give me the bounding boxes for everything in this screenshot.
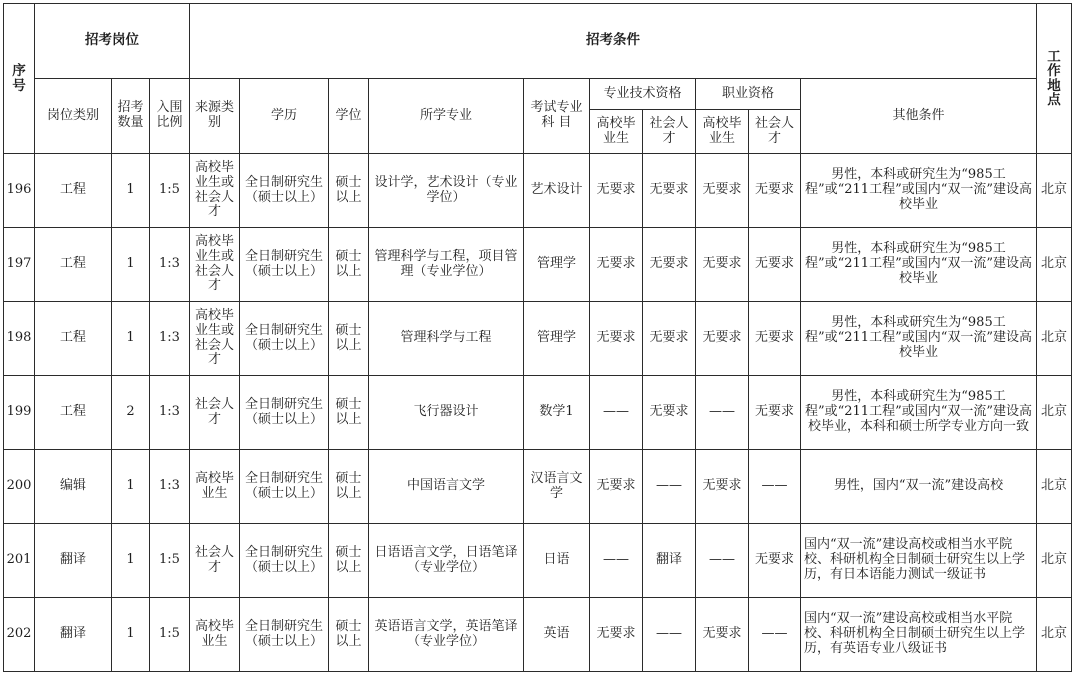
row-tech-social: 无要求 [643,228,696,302]
header-exam-subject: 考试专业科 目 [524,79,590,154]
header-tech-social: 社会人才 [643,110,696,154]
row-exam: 艺术设计 [524,154,590,228]
row-job-social: 无要求 [749,376,801,450]
row-other: 男性，国内“双一流”建设高校 [801,450,1037,524]
row-tech-social: —— [643,450,696,524]
row-count: 1 [112,524,150,598]
row-exam: 日语 [524,524,590,598]
row-degree: 硕士以上 [329,524,369,598]
row-other: 男性，本科或研究生为“985工程”或“211工程”或国内“双一流”建设高校毕业 [801,302,1037,376]
row-job-grad: 无要求 [696,598,749,672]
row-id: 198 [4,302,35,376]
row-count: 1 [112,154,150,228]
recruitment-table [3,3,1072,672]
row-source: 社会人才 [190,524,240,598]
row-major: 中国语言文学 [369,450,524,524]
row-major: 日语语言文学，日语笔译（专业学位） [369,524,524,598]
row-category: 工程 [35,228,112,302]
row-ratio: 1:3 [150,228,190,302]
row-location: 北京 [1037,450,1072,524]
row-count: 1 [112,450,150,524]
row-category: 编辑 [35,450,112,524]
row-job-grad: —— [696,524,749,598]
header-other: 其他条件 [801,79,1037,154]
header-row-1 [4,4,1072,79]
row-count: 1 [112,302,150,376]
header-seq: 序号 [4,4,35,154]
row-job-social: 无要求 [749,302,801,376]
row-tech-social: 无要求 [643,154,696,228]
row-tech-social: —— [643,598,696,672]
table-row [4,376,1072,450]
header-degree: 学位 [329,79,369,154]
row-category: 工程 [35,302,112,376]
row-tech-social: 翻译 [643,524,696,598]
row-exam: 汉语言文学 [524,450,590,524]
row-exam: 管理学 [524,302,590,376]
row-source: 高校毕业生 [190,598,240,672]
row-job-grad: —— [696,376,749,450]
row-tech-grad: 无要求 [590,450,643,524]
row-location: 北京 [1037,376,1072,450]
row-count: 1 [112,598,150,672]
header-conditions-group: 招考条件 [190,4,1037,79]
row-job-grad: 无要求 [696,302,749,376]
row-tech-social: 无要求 [643,302,696,376]
row-tech-grad: 无要求 [590,228,643,302]
table-row [4,524,1072,598]
row-tech-grad: 无要求 [590,598,643,672]
row-job-social: 无要求 [749,154,801,228]
row-tech-grad: 无要求 [590,302,643,376]
row-location: 北京 [1037,302,1072,376]
row-ratio: 1:3 [150,450,190,524]
header-job-social: 社会人才 [749,110,801,154]
row-major: 设计学，艺术设计（专业学位） [369,154,524,228]
table-row [4,228,1072,302]
header-education: 学历 [240,79,329,154]
row-degree: 硕士以上 [329,228,369,302]
row-id: 199 [4,376,35,450]
row-degree: 硕士以上 [329,302,369,376]
row-id: 197 [4,228,35,302]
row-degree: 硕士以上 [329,376,369,450]
row-id: 202 [4,598,35,672]
row-education: 全日制研究生（硕士以上） [240,524,329,598]
row-major: 管理科学与工程，项目管理（专业学位） [369,228,524,302]
header-category: 岗位类别 [35,79,112,154]
row-source: 高校毕业生或社会人才 [190,228,240,302]
row-job-grad: 无要求 [696,154,749,228]
row-exam: 英语 [524,598,590,672]
row-ratio: 1:5 [150,598,190,672]
row-education: 全日制研究生（硕士以上） [240,376,329,450]
row-tech-social: 无要求 [643,376,696,450]
row-education: 全日制研究生（硕士以上） [240,302,329,376]
header-job-qual: 职业资格 [696,79,801,110]
row-job-social: —— [749,598,801,672]
row-job-grad: 无要求 [696,228,749,302]
row-tech-grad: 无要求 [590,154,643,228]
header-count: 招考数量 [112,79,150,154]
row-other: 男性，本科或研究生为“985工程”或“211工程”或国内“双一流”建设高校毕业 [801,154,1037,228]
row-tech-grad: —— [590,376,643,450]
row-id: 200 [4,450,35,524]
row-source: 高校毕业生或社会人才 [190,154,240,228]
header-tech-qual: 专业技术资格 [590,79,696,110]
row-exam: 管理学 [524,228,590,302]
row-location: 北京 [1037,154,1072,228]
row-source: 高校毕业生或社会人才 [190,302,240,376]
header-tech-grad: 高校毕业生 [590,110,643,154]
row-source: 社会人才 [190,376,240,450]
row-job-social: 无要求 [749,228,801,302]
row-count: 1 [112,228,150,302]
row-education: 全日制研究生（硕士以上） [240,450,329,524]
header-row-2 [4,79,1072,110]
row-education: 全日制研究生（硕士以上） [240,598,329,672]
row-ratio: 1:5 [150,154,190,228]
row-other: 男性，本科或研究生为“985工程”或“211工程”或国内“双一流”建设高校毕业 [801,228,1037,302]
row-job-social: —— [749,450,801,524]
row-id: 196 [4,154,35,228]
header-major: 所学专业 [369,79,524,154]
row-exam: 数学1 [524,376,590,450]
table-row [4,302,1072,376]
row-location: 北京 [1037,524,1072,598]
row-category: 翻译 [35,524,112,598]
row-degree: 硕士以上 [329,450,369,524]
row-education: 全日制研究生（硕士以上） [240,228,329,302]
table-row [4,154,1072,228]
row-location: 北京 [1037,228,1072,302]
row-id: 201 [4,524,35,598]
row-category: 工程 [35,154,112,228]
row-location: 北京 [1037,598,1072,672]
table-row [4,598,1072,672]
row-degree: 硕士以上 [329,154,369,228]
header-location: 工作地点 [1037,4,1072,154]
row-major: 飞行器设计 [369,376,524,450]
row-ratio: 1:3 [150,376,190,450]
header-source: 来源类别 [190,79,240,154]
row-other: 男性，本科或研究生为“985工程”或“211工程”或国内“双一流”建设高校毕业，本科和硕士所学专业方向一致 [801,376,1037,450]
header-ratio: 入围比例 [150,79,190,154]
row-ratio: 1:5 [150,524,190,598]
row-other: 国内“双一流”建设高校或相当水平院校、科研机构全日制硕士研究生以上学历，有英语专业八级证书 [801,598,1037,672]
row-major: 英语语言文学，英语笔译（专业学位） [369,598,524,672]
row-tech-grad: —— [590,524,643,598]
row-job-social: 无要求 [749,524,801,598]
row-education: 全日制研究生（硕士以上） [240,154,329,228]
row-major: 管理科学与工程 [369,302,524,376]
header-job-grad: 高校毕业生 [696,110,749,154]
row-job-grad: 无要求 [696,450,749,524]
row-count: 2 [112,376,150,450]
row-ratio: 1:3 [150,302,190,376]
row-degree: 硕士以上 [329,598,369,672]
row-category: 工程 [35,376,112,450]
table-row [4,450,1072,524]
row-category: 翻译 [35,598,112,672]
row-source: 高校毕业生 [190,450,240,524]
header-position-group: 招考岗位 [35,4,190,79]
row-other: 国内“双一流”建设高校或相当水平院校、科研机构全日制硕士研究生以上学历，有日本语能力测试一级证书 [801,524,1037,598]
